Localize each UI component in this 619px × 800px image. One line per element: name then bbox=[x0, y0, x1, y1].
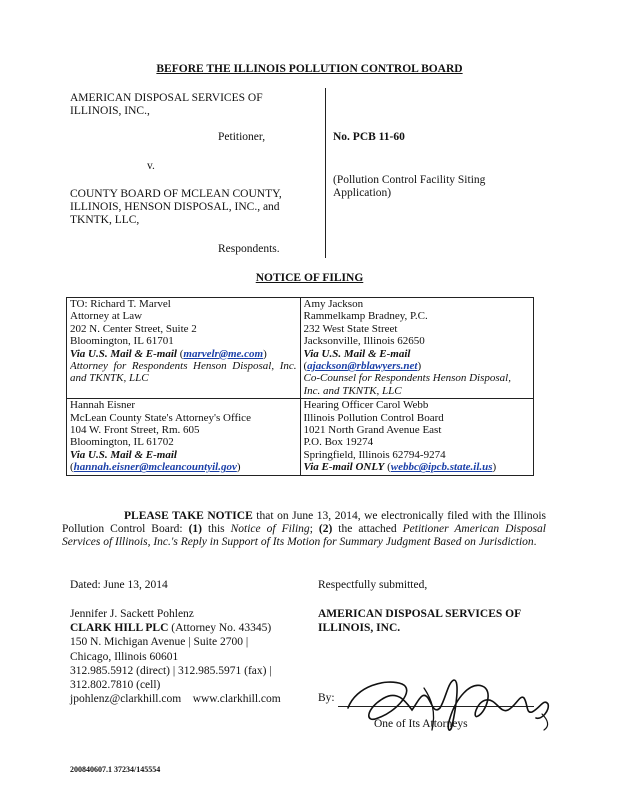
recipient-name: TO: Richard T. Marvel bbox=[70, 298, 171, 310]
recipient-name: Hannah Eisner bbox=[70, 399, 136, 412]
firm-address: Chicago, Illinois 60601 bbox=[70, 650, 179, 663]
recipient-line: Bloomington, IL 61701 bbox=[70, 335, 174, 348]
petitioner-label: Petitioner, bbox=[218, 131, 266, 143]
client-name: AMERICAN DISPOSAL SERVICES OF ILLINOIS, INC. bbox=[318, 608, 522, 634]
case-type: (Pollution Control Facility Siting Application) bbox=[333, 174, 486, 199]
service-list-table bbox=[66, 297, 534, 476]
delivery-method: Via U.S. Mail & E-mail (marvelr@me.com) bbox=[70, 347, 267, 360]
delivery-method: Via U.S. Mail & E-mail bbox=[70, 448, 177, 461]
attorney-name: Jennifer J. Sackett Pohlenz bbox=[70, 608, 194, 620]
email-link[interactable]: webbc@ipcb.state.il.us bbox=[390, 461, 493, 474]
recipient-line: 1021 North Grand Avenue East bbox=[303, 424, 442, 437]
recipient-role: Co-Counsel for Respondents Henson Disposal, Inc. and TKNTK, LLC bbox=[303, 372, 511, 397]
email-line: (ajackson@rblawyers.net) bbox=[303, 360, 422, 373]
case-number: No. PCB 11-60 bbox=[333, 131, 405, 143]
recipient-name: Amy Jackson bbox=[303, 298, 364, 310]
recipient-line: Jacksonville, Illinois 62650 bbox=[303, 335, 425, 348]
service-entry-jackson bbox=[300, 298, 534, 399]
attorney-email[interactable]: jpohlenz@clarkhill.com bbox=[70, 693, 182, 706]
firm-address: 150 N. Michigan Avenue | Suite 2700 | bbox=[70, 636, 249, 649]
firm-line: CLARK HILL PLC (Attorney No. 43345) bbox=[70, 622, 272, 635]
recipient-line: Illinois Pollution Control Board bbox=[303, 411, 444, 424]
closing-line: Respectfully submitted, bbox=[318, 579, 428, 591]
attorney-block bbox=[70, 607, 281, 706]
respondents-label: Respondents. bbox=[218, 243, 280, 255]
recipient-line: Bloomington, IL 61702 bbox=[70, 436, 174, 449]
recipient-line: Attorney at Law bbox=[70, 310, 143, 323]
service-entry-eisner bbox=[67, 399, 301, 475]
by-label: By: bbox=[318, 692, 335, 704]
firm-cell: 312.802.7810 (cell) bbox=[70, 679, 161, 692]
notice-title: NOTICE OF FILING bbox=[255, 272, 364, 284]
email-link[interactable]: hannah.eisner@mcleancountyil.gov bbox=[73, 461, 237, 474]
service-entry-webb bbox=[300, 399, 534, 475]
respondents-name: COUNTY BOARD OF MCLEAN COUNTY, ILLINOIS, HENSON DISPOSAL, INC., and TKNTK, LLC, bbox=[70, 188, 282, 226]
notice-paragraph: PLEASE TAKE NOTICE that on June 13, 2014, we electronically filed with the Illinois Pollution Control Board: (1) this Notice of Filing; (2) the attached Petitioner American Disposal Services of Illinois, Inc.'s Reply in Support of Its Motion for Summary Judgment Based on Jurisdiction. bbox=[62, 510, 547, 548]
email-link[interactable]: marvelr@me.com bbox=[183, 347, 264, 360]
recipient-line: McLean County State's Attorney's Office bbox=[70, 411, 251, 424]
recipient-line: 232 West State Street bbox=[303, 322, 398, 335]
recipient-line: Springfield, Illinois 62794-9274 bbox=[303, 448, 446, 461]
document-id: 200840607.1 37234/145554 bbox=[70, 765, 161, 774]
firm-phones: 312.985.5912 (direct) | 312.985.5971 (fax) | bbox=[70, 664, 272, 677]
recipient-line: 104 W. Front Street, Rm. 605 bbox=[70, 424, 200, 437]
delivery-method: Via E-mail ONLY (webbc@ipcb.state.il.us) bbox=[303, 461, 497, 474]
signature-caption: One of Its Attorneys bbox=[374, 718, 468, 730]
caption-divider bbox=[325, 88, 326, 258]
service-entry-marvel bbox=[67, 298, 301, 399]
service-row bbox=[67, 399, 534, 475]
petitioner-name: AMERICAN DISPOSAL SERVICES OF ILLINOIS, INC., bbox=[70, 92, 263, 117]
email-line: (hannah.eisner@mcleancountyil.gov) bbox=[70, 461, 241, 474]
versus: v. bbox=[147, 160, 155, 172]
contact-line bbox=[70, 692, 281, 706]
service-row bbox=[67, 298, 534, 399]
dated-line: Dated: June 13, 2014 bbox=[70, 579, 168, 591]
recipient-line: 202 N. Center Street, Suite 2 bbox=[70, 322, 197, 335]
recipient-name: Hearing Officer Carol Webb bbox=[303, 399, 429, 412]
recipient-role: Attorney for Respondents Henson Disposal, Inc. and TKNTK, LLC bbox=[70, 360, 297, 385]
recipient-line: P.O. Box 19274 bbox=[303, 436, 374, 449]
court-title: BEFORE THE ILLINOIS POLLUTION CONTROL BOARD bbox=[156, 63, 463, 75]
recipient-line: Rammelkamp Bradney, P.C. bbox=[303, 310, 428, 323]
delivery-method: Via U.S. Mail & E-mail bbox=[303, 347, 411, 360]
firm-website[interactable]: www.clarkhill.com bbox=[192, 693, 281, 706]
email-link[interactable]: ajackson@rblawyers.net bbox=[307, 360, 418, 373]
